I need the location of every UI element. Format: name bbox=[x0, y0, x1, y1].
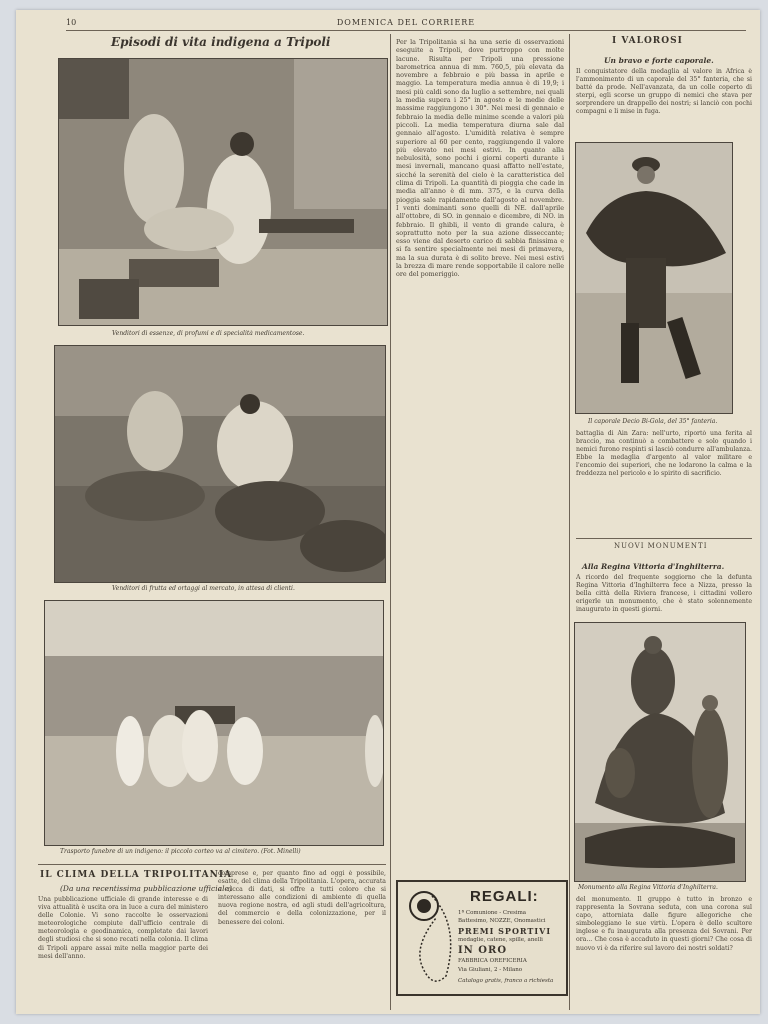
ad-line: Catalogo gratis, franco a richiesta bbox=[458, 978, 554, 984]
article-body: Per la Tripolitania si ha una serie di osservazioni eseguite a Tripoli, dove purtroppo con molte lacune. Risulta per Tripoli una pressione barometrica annua di mm. 760,5, più elevata da novembre a febbraio e più bassa in aprile e maggio. La temperatura media annua è di 19,9; i mesi più caldi sono da luglio a settembre, nei quali la media supera i 25° in agosto e le medie delle massime raggiungono i 30°. Nei mesi di gennaio e febbraio la media delle minime scende a valori più piccoli. La media temperatura diurna sale dal gennaio all'agosto. L'umidità relativa è sempre superiore al 60 per cento, raggiungendo il valore più elevato nei mesi estivi. In quanto alla nebulosità, sono pochi i giorni coperti durante i mesi invernali, mancano quasi affatto nell'estate, sicché la serenità del cielo è la caratteristica del clima di Tripoli. La quantità di pioggia che cade in media all'anno è di mm. 375, e la curva della pioggia sale rapidamente dall'agosto al novembre. I venti dominanti sono quelli di NE. dall'aprile all'ottobre, di SO. in gennaio e dicembre, di NO. in febbraio. Il ghibli, il vento di grande calura, è soprattutto noto per la sua azione disseccante; esso viene dal deserto carico di sabbia finissima e si fa sentire specialmente nei mesi di primavera, ma la sua durata è di solito breve. Nei mesi estivi la brezza di mare rende sopportabile il calore nelle ore del pomeriggio. bbox=[396, 38, 564, 279]
photo-fruit-sellers bbox=[54, 345, 386, 583]
photo-corporal bbox=[575, 142, 733, 414]
photo-monument bbox=[574, 622, 746, 882]
column-rule bbox=[390, 34, 391, 1010]
photo-funeral-procession bbox=[44, 600, 384, 846]
article-body: del monumento. Il gruppo è tutto in bronzo e rappresenta la Sovrana seduta, con una corona sul capo, attorniata dalle figure allegoriche che simboleggiano le sue virtù. L'opera è dello scultore inglese e fu inaugurata alla presenza dei Sovrani. Per ora... Che cosa è accaduto in questi giorni? Che cosa di nuovo vi è da riferire sul lavoro dei nostri soldati? bbox=[576, 896, 752, 952]
ad-line: PREMI SPORTIVI bbox=[458, 926, 552, 936]
page-number: 10 bbox=[66, 18, 77, 27]
photo-feature-heading: Episodi di vita indigena a Tripoli bbox=[111, 35, 331, 49]
ad-line: 1ª Comunione - Cresima bbox=[458, 910, 527, 916]
photo-caption: Venditori di essenze, di profumi e di specialità medicamentose. bbox=[112, 330, 305, 337]
newspaper-page bbox=[16, 10, 760, 1014]
article-title: IL CLIMA DELLA TRIPOLITANIA bbox=[40, 870, 233, 880]
section-divider bbox=[38, 864, 386, 865]
monumenti-label: NUOVI MONUMENTI bbox=[614, 542, 708, 550]
photo-caption: Venditori di frutta ed ortaggi al mercato, in attesa di clienti. bbox=[112, 585, 295, 592]
photo-caption: Monumento alla Regina Vittoria d'Inghilterra. bbox=[578, 884, 718, 891]
publication-title: DOMENICA DEL CORRIERE bbox=[336, 18, 476, 27]
section-divider bbox=[576, 538, 752, 539]
photo-perfume-sellers bbox=[58, 58, 388, 326]
ad-title: REGALI: bbox=[470, 888, 539, 905]
column-rule bbox=[569, 34, 570, 1010]
ad-line: IN ORO bbox=[458, 945, 508, 956]
article-body: comprese e, per quanto fino ad oggi è possibile, esatte, del clima della Tripolitania. L'opera, accurata e ricca di dati, si offre a tutti coloro che si interessano alle condizioni di ambiente di quella nuova regione nostra, ed agli studi dell'agricoltura, del commercio e della colonizzazione, per il benessere dei coloni. bbox=[218, 870, 386, 926]
valorosi-intro: Il conquistatore della medaglia al valore in Africa è l'ammonimento di un caporale del 35° fanteria, che si batté da prode. Nell'avanzata, da un colle coperto di sterpi, egli scorse un gruppo di nemici che stava per sorprendere un drappello dei nostri; si lanciò con pochi compagni e li mise in fuga. bbox=[576, 68, 752, 116]
ad-line: Via Giuliani, 2 - Milano bbox=[458, 967, 523, 973]
ad-line: Battesimo, NOZZE, Onomastici bbox=[458, 918, 546, 924]
necklace-icon bbox=[402, 886, 462, 990]
monumenti-subheading: Alla Regina Vittoria d'Inghilterra. bbox=[582, 562, 725, 571]
article-subtitle: (Da una recentissima pubblicazione ufficiale) bbox=[60, 884, 232, 893]
ad-line: medaglie, catene, spille, anelli bbox=[458, 937, 543, 943]
advertisement bbox=[396, 880, 568, 996]
photo-caption: Il caporale Decio Bi-Gola, del 35° fanteria. bbox=[588, 418, 718, 425]
ad-line: FABBRICA OREFICERIA bbox=[458, 958, 527, 964]
valorosi-body: battaglia di Ain Zara: nell'urto, riportò una ferita al braccio, ma continuò a combattere e solo quando i nemici furono respinti si lasciò condurre all'ambulanza. Ebbe la medaglia d'argento al valor militare e l'encomio dei superiori, che ne lodarono la calma e la freddezza nel pericolo e lo spirito di sacrificio. bbox=[576, 430, 752, 478]
article-body: Una pubblicazione ufficiale di grande interesse e di viva attualità è uscita ora in luce a cura del ministero delle Colonie. Vi sono raccolte le osservazioni meteorologiche compiute dall'ufficio centrale di meteorologia e geodinamica, completate dai lavori degli studiosi che si sono recati nella colonia. Il clima di Tripoli appare assai mite nella maggior parte dei mesi dell'anno. bbox=[38, 896, 208, 960]
valorosi-heading: I VALOROSI bbox=[612, 36, 683, 46]
photo-caption: Trasporto funebre di un indigeno: il piccolo corteo va al cimitero. (Fot. Minelli) bbox=[60, 848, 301, 855]
valorosi-subheading: Un bravo e forte caporale. bbox=[604, 56, 714, 65]
monumenti-text: A ricordo del frequente soggiorno che la defunta Regina Vittoria d'Inghilterra fece a Nizza, presso la bella città della Riviera francese, i cittadini vollero erigerle un monumento, che è stato solennemente inaugurato in questi giorni. bbox=[576, 574, 752, 614]
page-header bbox=[66, 16, 746, 31]
